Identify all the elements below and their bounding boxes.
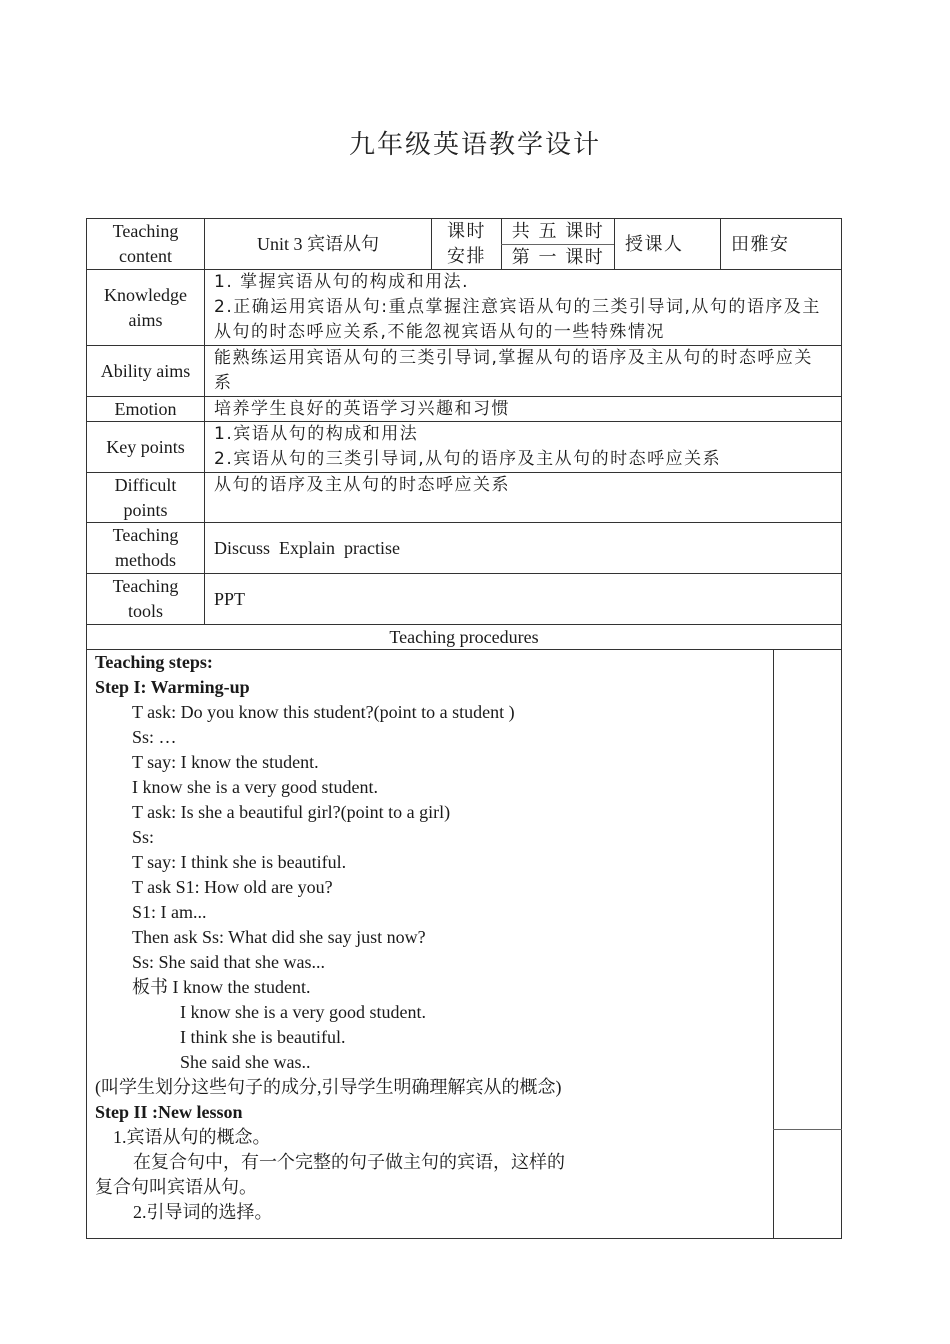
document-title: 九年级英语教学设计 bbox=[348, 130, 601, 160]
label-line: Ability aims bbox=[100, 360, 191, 381]
procedures-heading: Teaching procedures bbox=[389, 626, 539, 647]
teaching-methods-content bbox=[205, 523, 841, 573]
label-line: Key points bbox=[106, 436, 185, 457]
procedure-line: Ss: bbox=[132, 827, 155, 847]
teaching-tools-content bbox=[205, 574, 841, 624]
teacher-name: 田雅安 bbox=[731, 233, 790, 255]
emotion-label bbox=[87, 397, 204, 421]
label-line: Knowledge bbox=[104, 284, 187, 305]
knowledge-aims-label bbox=[87, 270, 204, 345]
procedure-line: 板书 I know the student. bbox=[132, 977, 311, 997]
teaching-content-label bbox=[87, 219, 204, 269]
procedure-line: 复合句叫宾语从句。 bbox=[95, 1177, 257, 1197]
current-period: 第 一 课时 bbox=[511, 246, 605, 268]
content-line: Discuss Explain practise bbox=[214, 537, 400, 558]
ability-aims-label bbox=[87, 346, 204, 396]
label-line: Teaching bbox=[112, 525, 179, 545]
teacher-label: 授课人 bbox=[625, 233, 684, 255]
divider bbox=[773, 649, 774, 1239]
label-line: Teaching bbox=[112, 576, 179, 596]
procedure-line: T ask S1: How old are you? bbox=[132, 877, 333, 897]
label-line: content bbox=[119, 246, 172, 266]
procedure-line: Ss: … bbox=[132, 727, 177, 747]
label-line: Difficult bbox=[114, 474, 177, 495]
ability-aims-content bbox=[205, 346, 841, 396]
procedure-line: I know she is a very good student. bbox=[180, 1002, 426, 1022]
procedure-line: T say: I think she is beautiful. bbox=[132, 852, 347, 872]
table-border-right bbox=[841, 218, 842, 1239]
procedure-line: (叫学生划分这些句子的成分,引导学生明确理解宾从的概念) bbox=[95, 1077, 562, 1097]
procedure-line: 1.宾语从句的概念。 bbox=[113, 1127, 271, 1147]
content-line: 1. 掌握宾语从句的构成和用法. bbox=[214, 272, 470, 292]
label-line: 安排 bbox=[447, 246, 486, 267]
procedures-body bbox=[95, 650, 765, 1225]
content-line: PPT bbox=[214, 588, 246, 609]
procedure-line: Ss: She said that she was... bbox=[132, 952, 325, 972]
label-line: 课时 bbox=[447, 221, 486, 242]
table-border-bottom bbox=[86, 1238, 842, 1239]
label-line: aims bbox=[128, 309, 163, 330]
difficult-points-label bbox=[87, 473, 204, 522]
procedure-line: 2.引导词的选择。 bbox=[133, 1202, 273, 1222]
teaching-tools-label bbox=[87, 574, 204, 624]
schedule-label bbox=[432, 219, 501, 269]
key-points-content bbox=[205, 422, 841, 472]
knowledge-aims-content bbox=[205, 270, 841, 345]
unit-title bbox=[205, 219, 431, 269]
label-line: Emotion bbox=[114, 398, 177, 419]
content-line: 培养学生良好的英语学习兴趣和习惯 bbox=[214, 398, 510, 419]
procedure-line: 在复合句中，有一个完整的句子做主句的宾语，这样的 bbox=[133, 1152, 565, 1172]
key-points-label bbox=[87, 422, 204, 472]
procedure-line: T ask: Is she a beautiful girl?(point to a girl) bbox=[132, 802, 451, 822]
unit-text: Unit 3 宾语从句 bbox=[256, 233, 379, 254]
content-line: 2.宾语从句的三类引导词,从句的语序及主从句的时态呼应关系 bbox=[214, 449, 722, 469]
content-line: 1.宾语从句的构成和用法 bbox=[214, 424, 419, 444]
procedure-line: I think she is beautiful. bbox=[180, 1027, 346, 1047]
procedure-line: I know she is a very good student. bbox=[132, 777, 378, 797]
procedure-line: Teaching steps: bbox=[95, 652, 213, 672]
procedure-line: Then ask Ss: What did she say just now? bbox=[132, 927, 426, 947]
content-line: 从句的时态呼应关系,不能忽视宾语从句的一些特殊情况 bbox=[214, 322, 665, 342]
label-line: Teaching bbox=[112, 221, 179, 241]
divider bbox=[773, 1129, 842, 1130]
label-line: methods bbox=[115, 550, 176, 570]
procedure-line: S1: I am... bbox=[132, 902, 207, 922]
content-line: 系 bbox=[214, 373, 233, 393]
content-line: 能熟练运用宾语从句的三类引导词,掌握从句的语序及主从句的时态呼应关 bbox=[214, 348, 813, 368]
label-line: tools bbox=[127, 601, 163, 621]
procedure-line: T say: I know the student. bbox=[132, 752, 319, 772]
procedure-line: She said she was.. bbox=[180, 1052, 311, 1072]
emotion-content bbox=[205, 397, 841, 421]
label-line: points bbox=[123, 499, 168, 520]
content-line: 从句的语序及主从句的时态呼应关系 bbox=[214, 475, 510, 495]
content-line: 2.正确运用宾语从句:重点掌握注意宾语从句的三类引导词,从句的语序及主 bbox=[214, 297, 821, 317]
difficult-points-content bbox=[205, 473, 841, 522]
total-periods: 共 五 课时 bbox=[511, 221, 605, 242]
procedure-line: T ask: Do you know this student?(point to a student ) bbox=[132, 702, 515, 722]
teaching-methods-label bbox=[87, 523, 204, 573]
procedure-line: Step I: Warming-up bbox=[95, 677, 250, 697]
procedure-line: Step II :New lesson bbox=[95, 1102, 243, 1122]
